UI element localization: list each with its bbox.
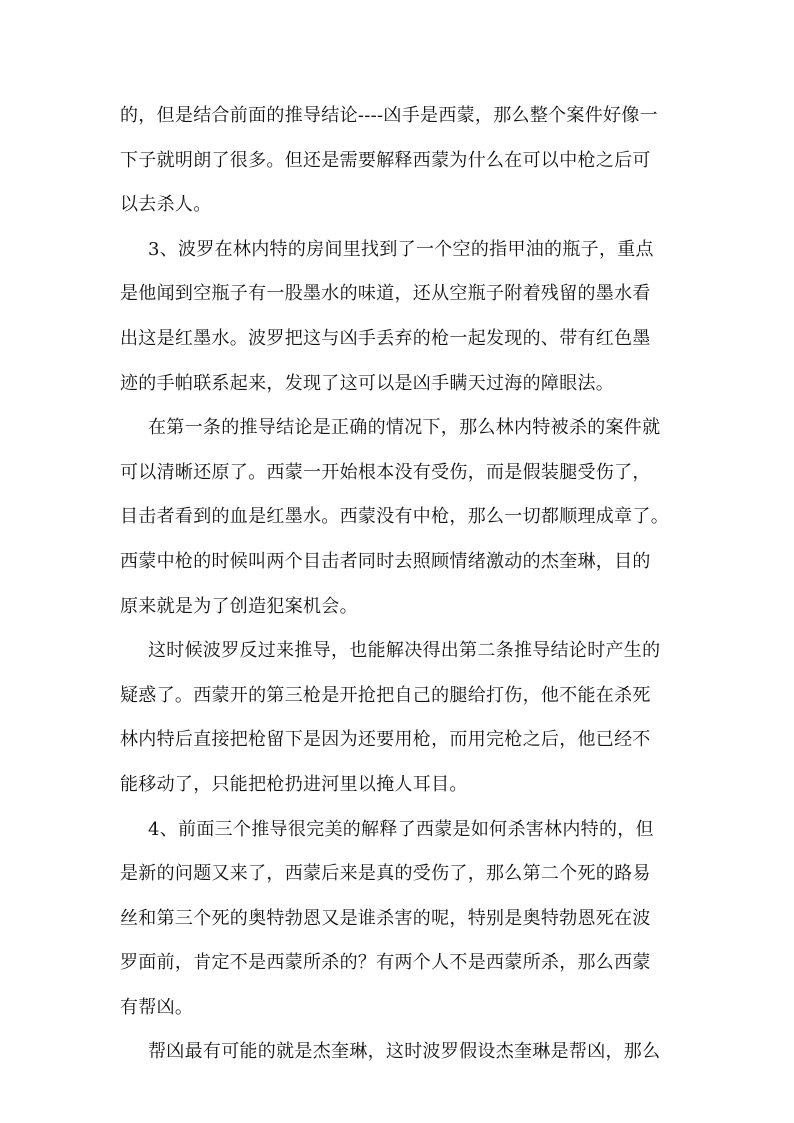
text-line: 罗面前，肯定不是西蒙所杀的？有两个人不是西蒙所杀，那么西蒙 (120, 952, 651, 974)
text-line: 林内特后直接把枪留下是因为还要用枪，而用完枪之后，他已经不 (120, 729, 651, 751)
text-line: 是他闻到空瓶子有一股墨水的味道，还从空瓶子附着残留的墨水看 (120, 283, 651, 305)
text-line: 西蒙中枪的时候叫两个目击者同时去照顾情绪激动的杰奎琳，目的 (120, 550, 651, 572)
text-line: 的，但是结合前面的推导结论----凶手是西蒙，那么整个案件好像一 (120, 105, 658, 126)
document-page (120, 94, 676, 1075)
text-line: 下子就明朗了很多。但还是需要解释西蒙为什么在可以中枪之后可 (120, 149, 651, 171)
text-line: 原来就是为了创造犯案机会。 (120, 595, 358, 617)
text-line: 出这是红墨水。波罗把这与凶手丢弃的枪一起发现的、带有红色墨 (120, 327, 651, 349)
text-line: 以去杀人。 (120, 194, 212, 216)
text-line: 迹的手帕联系起来，发现了这可以是凶手瞒天过海的障眼法。 (120, 372, 615, 394)
text-line: 可以清晰还原了。西蒙一开始根本没有受伤，而是假装腿受伤了， (120, 461, 651, 483)
text-line: 帮凶最有可能的就是杰奎琳，这时波罗假设杰奎琳是帮凶，那么 (148, 1041, 661, 1063)
text-line: 在第一条的推导结论是正确的情况下，那么林内特被杀的案件就 (148, 417, 661, 439)
text-line: 目击者看到的血是红墨水。西蒙没有中枪，那么一切都顺理成章了。 (120, 506, 669, 528)
text-line: 疑惑了。西蒙开的第三枪是开抢把自己的腿给打伤，他不能在杀死 (120, 684, 651, 706)
text-line: 是新的问题又来了，西蒙后来是真的受伤了，那么第二个死的路易 (120, 863, 651, 885)
text-line: 有帮凶。 (120, 996, 194, 1018)
text-line: 丝和第三个死的奥特勃恩又是谁杀害的呢，特别是奥特勃恩死在波 (120, 907, 651, 929)
text-line: 3、波罗在林内特的房间里找到了一个空的指甲油的瓶子，重点 (148, 238, 654, 260)
text-line: 这时候波罗反过来推导，也能解决得出第二条推导结论时产生的 (148, 640, 661, 662)
text-line: 能移动了，只能把枪扔进河里以掩人耳目。 (120, 773, 468, 795)
text-line: 4、前面三个推导很完美的解释了西蒙是如何杀害林内特的，但 (148, 818, 654, 840)
